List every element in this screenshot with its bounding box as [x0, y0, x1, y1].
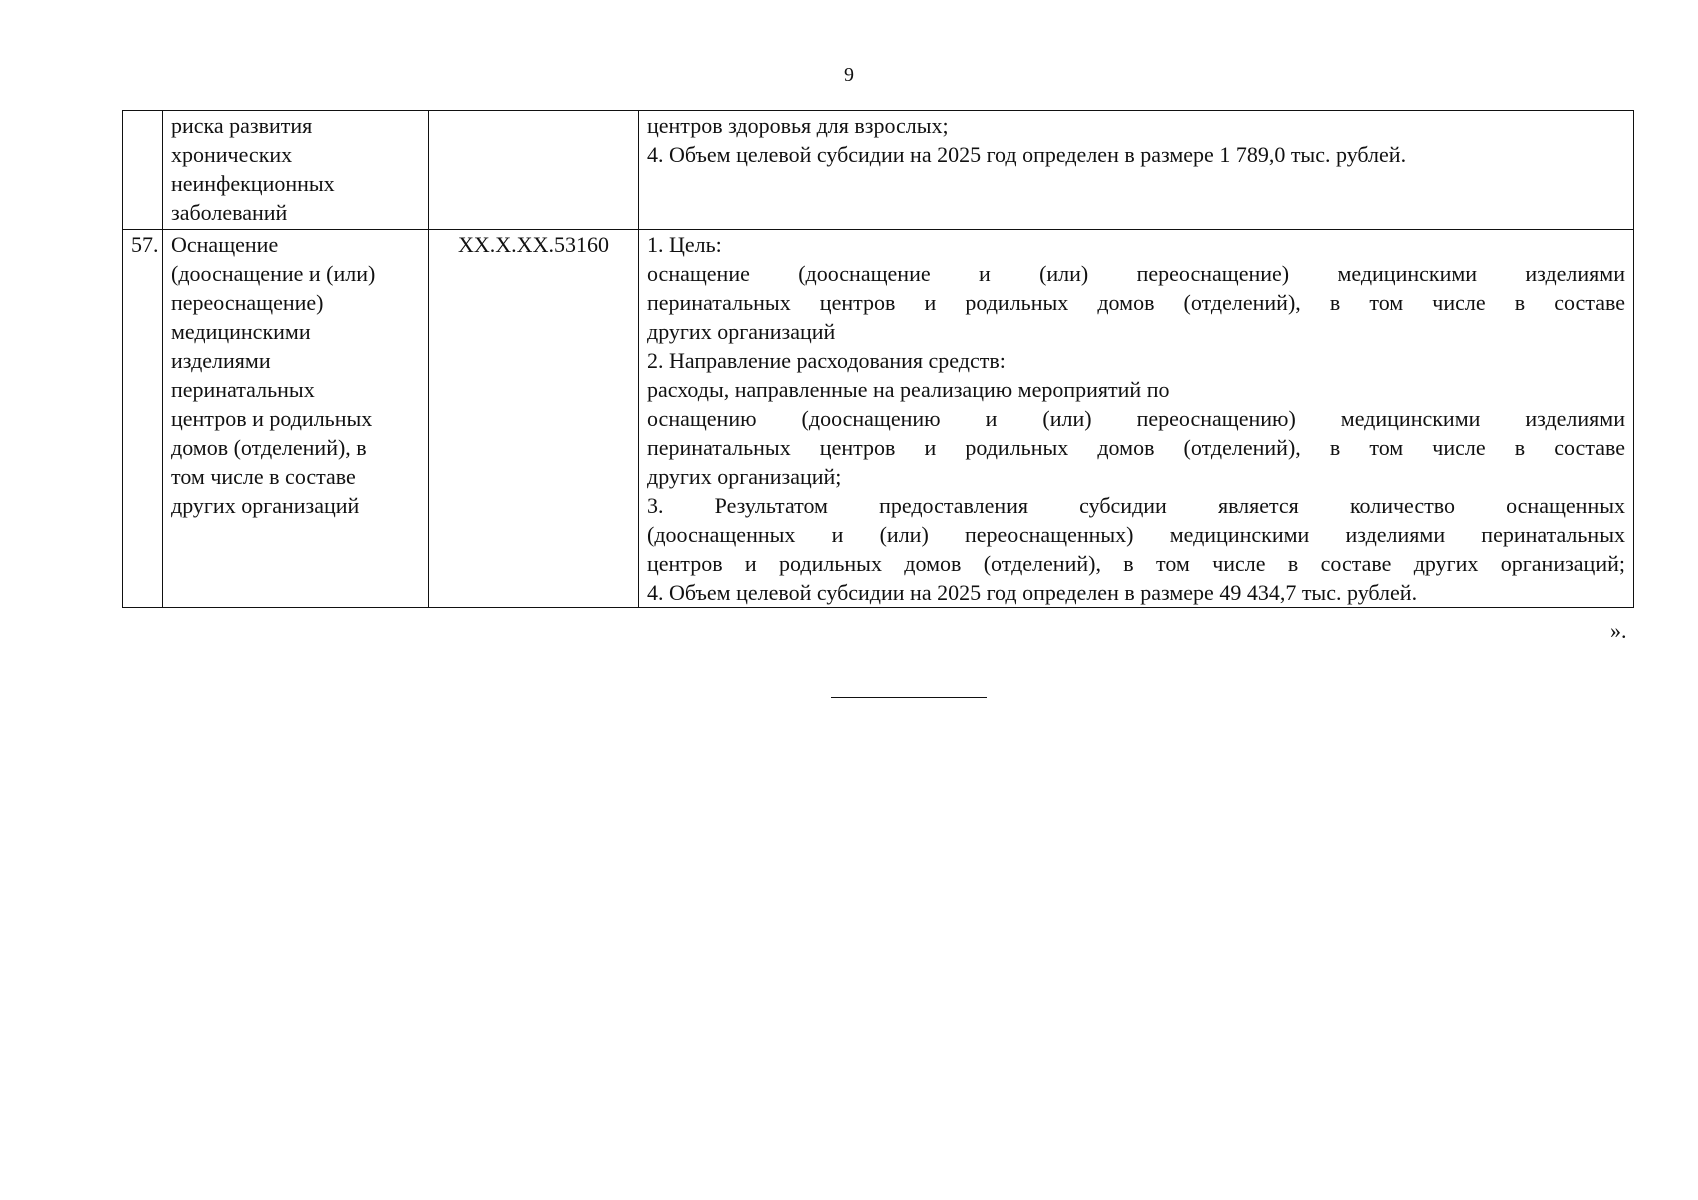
description-line: расходы, направленные на реализацию мероприятий по	[647, 377, 1170, 402]
table-row	[123, 230, 1634, 608]
event-name-line: переоснащение)	[171, 290, 324, 315]
description-line: других организаций	[647, 319, 836, 344]
description-line: (дооснащенных и (или) переоснащенных) медицинскими изделиями перинатальных	[647, 522, 1625, 547]
event-name-cell	[163, 111, 429, 230]
event-name-line: Оснащение	[171, 232, 279, 257]
event-name-line: (дооснащение и (или)	[171, 261, 376, 286]
description-line: оснащению (дооснащению и (или) переоснащению) медицинскими изделиями	[647, 406, 1625, 431]
description-line: перинатальных центров и родильных домов (отделений), в том числе в составе	[647, 435, 1625, 460]
description-line: перинатальных центров и родильных домов (отделений), в том числе в составе	[647, 290, 1625, 315]
description-line: центров здоровья для взрослых;	[647, 113, 949, 138]
code-cell	[429, 111, 639, 230]
event-name-line: риска развития	[171, 113, 313, 138]
event-name-line: заболеваний	[171, 200, 288, 225]
event-name-line: изделиями	[171, 348, 271, 373]
subsidy-table	[122, 110, 1634, 608]
description-line: 4. Объем целевой субсидии на 2025 год определен в размере 49 434,7 тыс. рублей.	[647, 580, 1418, 605]
event-name-line: перинатальных	[171, 377, 315, 402]
event-name-cell	[163, 230, 429, 608]
description-line: других организаций;	[647, 464, 842, 489]
closing-quote-mark: ».	[1610, 618, 1627, 643]
description-line: центров и родильных домов (отделений), в том числе в составе других организаций;	[647, 551, 1625, 576]
description-line: 2. Направление расходования средств:	[647, 348, 1006, 373]
description-line: оснащение (дооснащение и (или) переоснащение) медицинскими изделиями	[647, 261, 1625, 286]
description-line: 3. Результатом предоставления субсидии является количество оснащенных	[647, 493, 1625, 518]
table-row	[123, 111, 1634, 230]
event-name-line: медицинскими	[171, 319, 311, 344]
description-line: 4. Объем целевой субсидии на 2025 год определен в размере 1 789,0 тыс. рублей.	[647, 142, 1407, 167]
description-cell	[639, 111, 1634, 230]
event-name-line: том числе в составе	[171, 464, 356, 489]
code-cell: XX.X.XX.53160	[429, 230, 639, 608]
event-name-line: хронических	[171, 142, 293, 167]
event-name-line: домов (отделений), в	[171, 435, 367, 460]
separator-line	[831, 697, 987, 698]
row-number-cell	[123, 111, 163, 230]
description-line: 1. Цель:	[647, 232, 722, 257]
event-name-line: центров и родильных	[171, 406, 373, 431]
event-name-line: других организаций	[171, 493, 360, 518]
row-number-cell: 57.	[123, 230, 163, 608]
event-name-line: неинфекционных	[171, 171, 335, 196]
page-number: 9	[844, 64, 854, 86]
description-cell	[639, 230, 1634, 608]
